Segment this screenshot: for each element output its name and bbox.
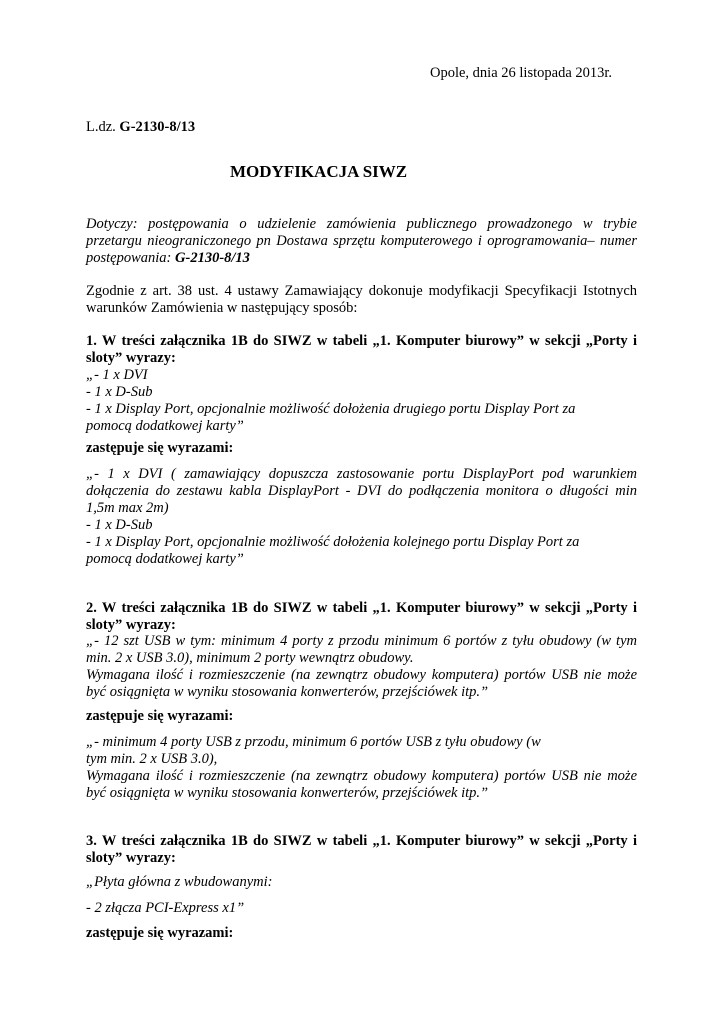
section-1-heading xyxy=(86,333,637,367)
text-line: pomocą dodatkowej karty” xyxy=(86,551,244,567)
subject-prefix: postępowania: xyxy=(86,250,176,266)
section-1-replace-label: zastępuje się wyrazami: xyxy=(86,440,234,456)
reference-number xyxy=(86,119,195,136)
section-3-replace-label: zastępuje się wyrazami: xyxy=(86,925,234,941)
text-line: min. 2 x USB 3.0), minimum 2 porty wewnątrz obudowy. xyxy=(86,650,414,666)
text-line: dołączenia do zestawu kabla DisplayPort - DVI do podłączenia monitora o długości min xyxy=(86,483,637,499)
text-line: tym min. 2 x USB 3.0), xyxy=(86,751,218,767)
text-line: 1,5m max 2m) xyxy=(86,500,169,516)
intro-line: warunków Zamówienia w następujący sposób: xyxy=(86,300,358,316)
subject-line: Dotyczy: postępowania o udzielenie zamówienia publicznego prowadzonego w trybie xyxy=(86,216,637,232)
text-line: - 1 x D-Sub xyxy=(86,517,153,533)
section-2-heading xyxy=(86,600,637,634)
section-2-new-text xyxy=(86,734,637,802)
text-line: być osiągnięta w wyniku stosowania konwerterów, przejściówek itp.” xyxy=(86,684,489,700)
text-line: „- 1 x DVI ( zamawiający dopuszcza zastosowanie portu DisplayPort pod warunkiem xyxy=(86,466,637,482)
heading-line: 1. W treści załącznika 1B do SIWZ w tabeli „1. Komputer biurowy” w sekcji „Porty i xyxy=(86,333,637,349)
reference-prefix: L.dz. xyxy=(86,119,116,135)
section-2-replace-label: zastępuje się wyrazami: xyxy=(86,708,234,724)
text-line: - 1 x Display Port, opcjonalnie możliwość dołożenia drugiego portu Display Port za xyxy=(86,401,576,417)
text-line: „- 12 szt USB w tym: minimum 4 porty z przodu minimum 6 portów z tyłu obudowy (w tym xyxy=(86,633,637,649)
heading-line: sloty” wyrazy: xyxy=(86,350,176,366)
subject-line xyxy=(86,250,637,267)
section-2-old-text xyxy=(86,633,637,701)
text-line: „- minimum 4 porty USB z przodu, minimum 6 portów USB z tyłu obudowy (w xyxy=(86,734,541,750)
section-3-old-line-1: „Płyta główna z wbudowanymi: xyxy=(86,874,273,890)
section-1-new-text xyxy=(86,466,637,568)
text-line: pomocą dodatkowej karty” xyxy=(86,418,244,434)
heading-line: 2. W treści załącznika 1B do SIWZ w tabeli „1. Komputer biurowy” w sekcji „Porty i xyxy=(86,600,637,616)
text-line: „- 1 x DVI xyxy=(86,367,148,383)
section-3-old-line-2: - 2 złącza PCI-Express x1” xyxy=(86,900,245,916)
reference-value: G-2130-8/13 xyxy=(119,119,196,135)
text-line: być osiągnięta w wyniku stosowania konwerterów, przejściówek itp.” xyxy=(86,785,489,801)
heading-line: sloty” wyrazy: xyxy=(86,617,176,633)
section-1-old-text xyxy=(86,367,637,435)
text-line: Wymagana ilość i rozmieszczenie (na zewnątrz obudowy komputera) portów USB nie może xyxy=(86,667,637,683)
document-title: MODYFIKACJA SIWZ xyxy=(230,162,408,181)
section-3-heading xyxy=(86,833,637,867)
intro-paragraph xyxy=(86,283,637,317)
text-line: - 1 x Display Port, opcjonalnie możliwość dołożenia kolejnego portu Display Port za xyxy=(86,534,580,550)
subject-number: G-2130-8/13 xyxy=(175,250,250,266)
text-line: Wymagana ilość i rozmieszczenie (na zewnątrz obudowy komputera) portów USB nie może xyxy=(86,768,637,784)
text-line: - 1 x D-Sub xyxy=(86,384,153,400)
document-date: Opole, dnia 26 listopada 2013r. xyxy=(430,65,613,81)
subject-paragraph xyxy=(86,216,637,267)
heading-line: 3. W treści załącznika 1B do SIWZ w tabeli „1. Komputer biurowy” w sekcji „Porty i xyxy=(86,833,637,849)
heading-line: sloty” wyrazy: xyxy=(86,850,176,866)
intro-line: Zgodnie z art. 38 ust. 4 ustawy Zamawiający dokonuje modyfikacji Specyfikacji Istotnych xyxy=(86,283,637,299)
subject-line: przetargu nieograniczonego pn Dostawa sprzętu komputerowego i oprogramowania– numer xyxy=(86,233,637,249)
